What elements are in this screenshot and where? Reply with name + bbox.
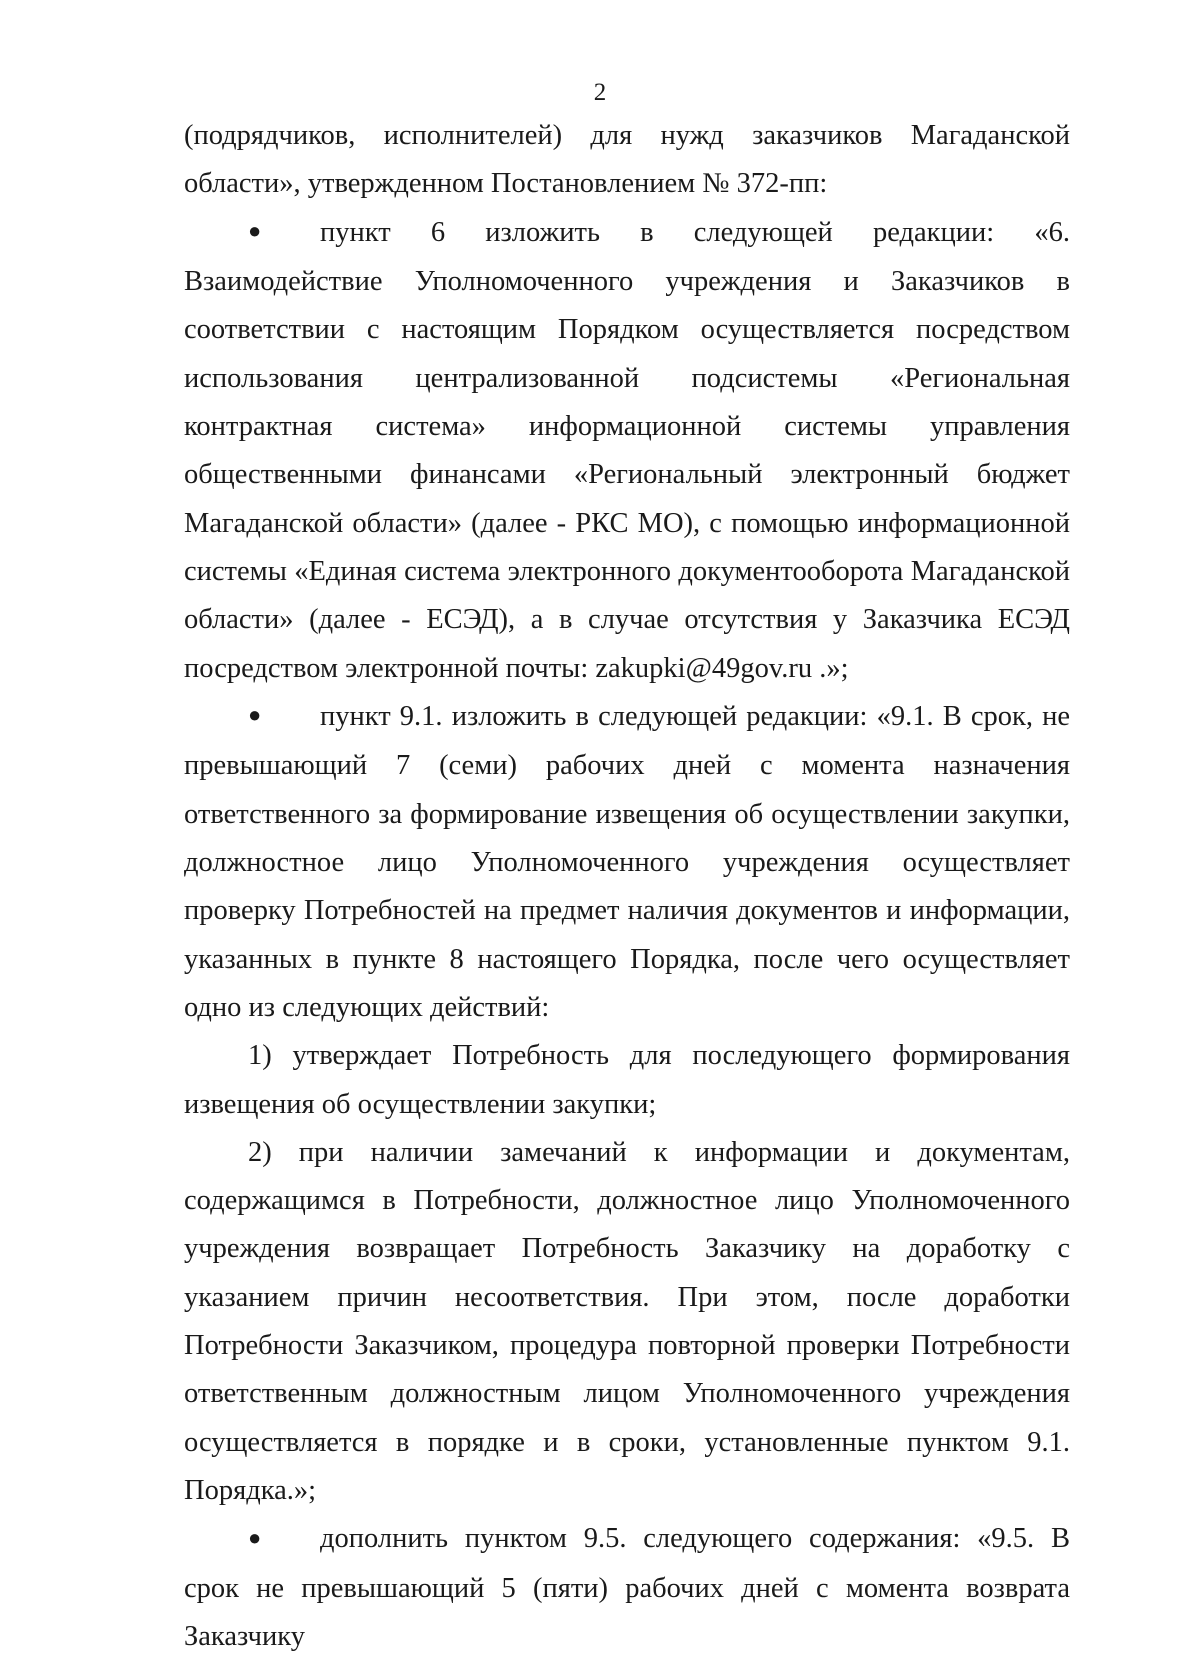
bullet-icon: ●	[248, 702, 262, 728]
document-body	[184, 112, 1070, 1661]
paragraph-bullet-punkt-9-5	[184, 1515, 1070, 1661]
paragraph-bullet-punkt-9-1	[184, 693, 1070, 1032]
bullet-icon: ●	[248, 217, 262, 243]
paragraph-text: пункт 6 изложить в следующей редакции: «6. Взаимодействие Уполномоченного учреждения и Заказчиков в соответствии с настоящим Порядком осуществляется посредством использования централизованной подсистемы «Региональная контрактная система» информационной системы управления общественными финансами «Региональный электронный бюджет Магаданской области» (далее - РКС МО), с помощью информационной системы «Единая система электронного документооборота Магаданской области» (далее - ЕСЭД), а в случае отсутствия у Заказчика ЕСЭД посредством электронной почты: zakupki@49gov.ru .»;	[184, 216, 1070, 684]
bullet-icon: ●	[248, 1524, 262, 1550]
paragraph-intro: (подрядчиков, исполнителей) для нужд заказчиков Магаданской области», утвержденном Постановлением № 372-пп:	[184, 120, 1070, 200]
page-number: 2	[593, 79, 607, 106]
paragraph-text: пункт 9.1. изложить в следующей редакции: «9.1. В срок, не превышающий 7 (семи) рабочих дней с момента назначения ответственного за формирование извещения об осуществлении закупки, должностное лицо Уполномоченного учреждения осуществляет проверку Потребностей на предмет наличия документов и информации, указанных в пункте 8 настоящего Порядка, после чего осуществляет одно из следующих действий:	[184, 700, 1070, 1023]
paragraph-text: дополнить пунктом 9.5. следующего содержания: «9.5. В срок не превышающий 5 (пяти) рабочих дней с момента возврата Заказчику	[184, 1523, 1070, 1653]
paragraph-bullet-punkt-6	[184, 209, 1070, 693]
paragraph-subitem-2: 2) при наличии замечаний к информации и документам, содержащимся в Потребности, должностное лицо Уполномоченного учреждения возвращает Потребность Заказчику на доработку с указанием причин несоответствия. При этом, после доработки Потребности Заказчиком, процедура повторной проверки Потребности ответственным должностным лицом Уполномоченного учреждения осуществляется в порядке и в сроки, установленные пунктом 9.1. Порядка.»;	[184, 1136, 1070, 1506]
paragraph-subitem-1: 1) утверждает Потребность для последующего формирования извещения об осуществлении закупки;	[184, 1040, 1070, 1120]
